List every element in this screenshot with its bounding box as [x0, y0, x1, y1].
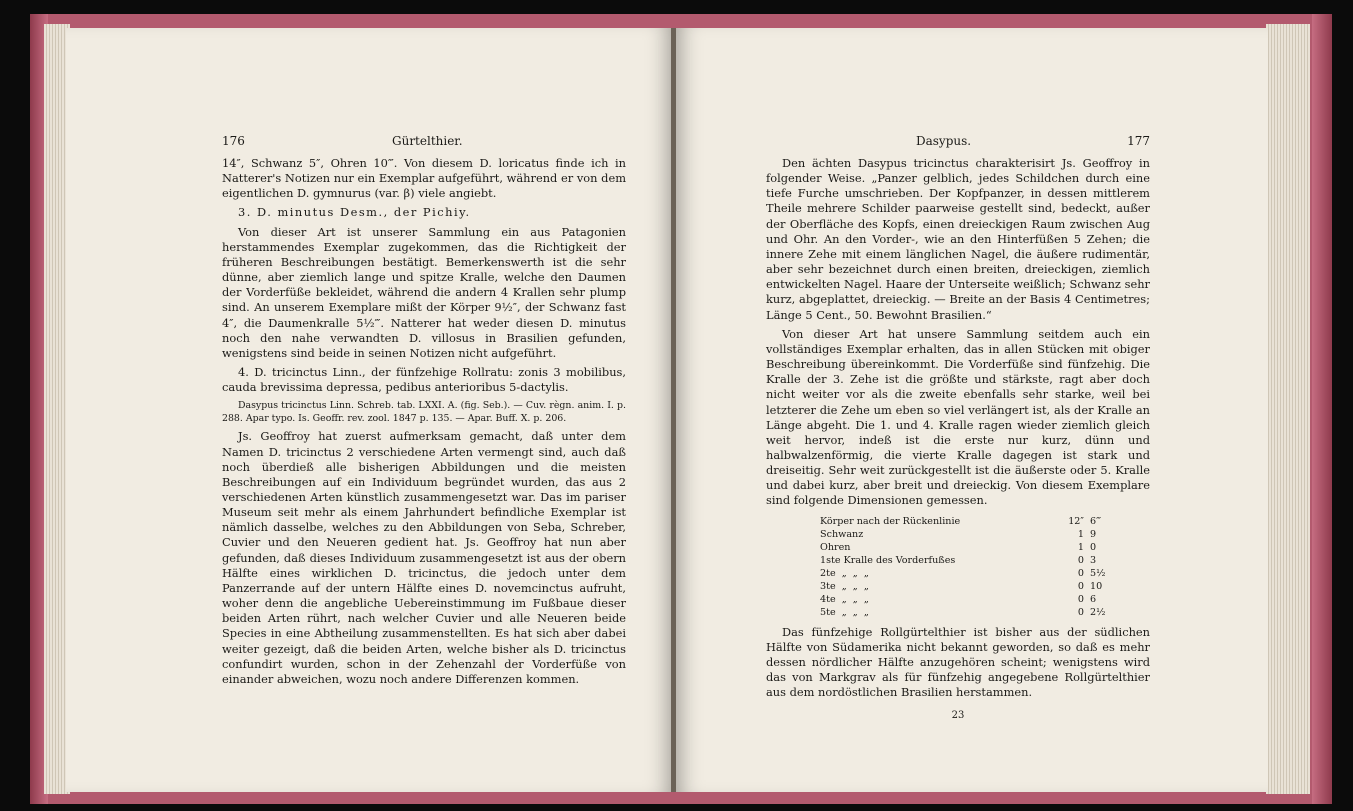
paragraph: Den ächten Dasypus tricinctus charakterisirt Js. Geoffroy in folgender Weise. „Panzer gelblich, jedes Schildchen durch eine tiefe Furche umschrieben. Der Kopfpanzer, in dessen mittlerem Theile mehrere Schilder paarweise gestellt sind, bedeckt, außer der Oberfläche des Kopfs, einen dreieckigen Raum zwischen Aug und Ohr. An den Vorder-, wie an den Hinterfüßen 5 Zehen; die innere Zehe mit einem länglichen Nagel, die äußere rudimentär, aber sehr bezeichnet durch einen breiten, dreieckigen, ziemlich entwickelten Nagel. Haare der Unterseite weißlich; Schwanz sehr kurz, abgeplattet, dreieckig. — Breite an der Basis 4 Centimetres; Länge 5 Cent., 50. Bewohnt Brasilien.“ — [766, 156, 1150, 322]
dimension-lines: 3 — [1090, 554, 1097, 566]
dimension-row — [820, 515, 1120, 528]
left-running-title: Gürtelthier. — [392, 134, 463, 148]
dimensions-table — [820, 515, 1120, 619]
species-heading: 3. D. minutus Desm., der Pichiy. — [238, 205, 471, 220]
dimension-inches: 1 — [1077, 528, 1084, 540]
right-running-title: Dasypus. — [916, 134, 972, 148]
dimension-label: 4te „ „ „ — [820, 593, 869, 605]
left-text-column — [222, 156, 626, 687]
dimension-lines: 6‴ — [1090, 515, 1102, 527]
dimension-inches: 12″ — [1068, 515, 1084, 527]
dimension-inches: 0 — [1077, 593, 1084, 605]
paragraph: Von dieser Art ist unserer Sammlung ein aus Patagonien herstammendes Exemplar zugekommen, das die Richtigkeit der früheren Beschreibungen bestätigt. Bemerkenswerth ist die sehr dünne, aber ziemlich lange und spitze Kralle, welche den Daumen der Vorderfüße bekleidet, während die andern 4 Krallen sehr plump sind. An unserem Exemplare mißt der Körper 9½″, der Schwanz fast 4″, die Daumenkralle 5½‴. Natterer hat weder diesen D. minutus noch den nahe verwandten D. villosus in Brasilien gefunden, wenigstens sind beide in seinen Notizen nicht aufgeführt. — [222, 224, 626, 360]
right-text-column — [766, 156, 1150, 724]
signature-mark: 23 — [951, 710, 965, 722]
dimension-label: Ohren — [820, 541, 851, 553]
left-page-number: 176 — [222, 134, 245, 148]
synonymy: Dasypus tricinctus Linn. Schreb. tab. LXXI. A. (fig. Seb.). — Cuv. règn. anim. I. p. 288. Apar typo. Is. Geoffr. rev. zool. 1847 p. 135. — Apar. Buff. X. p. 206. — [222, 400, 626, 425]
dimension-row — [820, 554, 1120, 567]
dimension-inches: 1 — [1077, 541, 1084, 553]
dimension-lines: 0 — [1090, 541, 1097, 553]
species-heading: 4. D. tricinctus Linn., der fünfzehige Rollratu: zonis 3 mobilibus, cauda brevissima depressa, pedibus anterioribus 5-dactylis. — [222, 365, 626, 395]
dimension-inches: 0 — [1077, 580, 1084, 592]
paragraph: Das fünfzehige Rollgürtelthier ist bisher aus der südlichen Hälfte von Südamerika nicht bekannt geworden, so daß es mehr dessen nördlicher Hälfte anzugehören scheint; wenigstens wird das von Markgrav als für fünfzehig angegebene Rollgürtelthier aus dem nordöstlichen Brasilien herstammen. — [766, 624, 1150, 700]
left-page — [66, 28, 672, 792]
dimension-label: 3te „ „ „ — [820, 580, 869, 592]
paragraph: Js. Geoffroy hat zuerst aufmerksam gemacht, daß unter dem Namen D. tricinctus 2 verschiedene Arten vermengt sind, auch daß noch überdieß alle bisherigen Abbildungen und die meisten Beschreibungen auf ein Individuum begründet wurden, das aus 2 verschiedenen Arten künstlich zusammengesetzt war. Das im pariser Museum seit mehr als einem Jahrhundert befindliche Exemplar ist nämlich dasselbe, welches zu den Abbildungen von Seba, Schreber, Cuvier und den Neueren gedient hat. Js. Geoffroy hat nun aber gefunden, daß dieses Individuum zusammengesetzt ist aus der obern Hälfte eines wirklichen D. tricinctus, die jedoch unter dem Panzerrande auf der untern Hälfte eines D. novemcinctus aufruht, woher denn die angebliche Uebereinstimmung im Fußbaue dieser beiden Arten rührt, nach welcher Cuvier und alle Neueren beide Species in eine Abtheilung zusammenstellten. Es hat sich aber dabei weiter gezeigt, daß die beiden Arten, welche bisher als D. tricinctus confundirt wurden, schon in der Zehenzahl der Vorderfüße von einander abweichen, wozu noch andere Differenzen kommen. — [222, 429, 626, 686]
dimension-lines: 2½ — [1090, 606, 1106, 618]
dimension-lines: 5½ — [1090, 567, 1106, 579]
dimension-lines: 6 — [1090, 593, 1097, 605]
cover-edge-right — [1312, 14, 1332, 804]
dimension-row — [820, 593, 1120, 606]
paragraph: Von dieser Art hat unsere Sammlung seitdem auch ein vollständiges Exemplar erhalten, das in allen Stücken mit obiger Beschreibung übereinkommt. Die Vorderfüße sind fünfzehig. Die Kralle der 3. Zehe ist die größte und stärkste, ragt aber doch nicht weiter vor als die zweite ebenfalls sehr starke, weil bei letzterer die Zehe um eben so viel verlängert ist, als der Kralle an Länge abgeht. Die 1. und 4. Kralle ragen wieder ziemlich gleich weit hervor, indeß ist die erste nur kurz, dünn und halbwalzenförmig, die vierte Kralle dagegen ist stark und dreiseitig. Sehr weit zurückgestellt ist die äußerste oder 5. Kralle und dabei kurz, aber breit und dreieckig. Von diesem Exemplare sind folgende Dimensionen gemessen. — [766, 326, 1150, 508]
paragraph: 14″, Schwanz 5″, Ohren 10‴. Von diesem D. loricatus finde ich in Natterer's Notizen nur ein Exemplar aufgeführt, während er von dem eigentlichen D. gymnurus (var. β) viele angiebt. — [222, 156, 626, 201]
dimension-label: 5te „ „ „ — [820, 606, 869, 618]
dimension-label: 2te „ „ „ — [820, 567, 869, 579]
dimension-row — [820, 567, 1120, 580]
dimension-label: Schwanz — [820, 528, 864, 540]
dimension-row — [820, 528, 1120, 541]
dimension-lines: 9 — [1090, 528, 1097, 540]
dimension-inches: 0 — [1077, 606, 1084, 618]
right-page-number: 177 — [1127, 134, 1150, 148]
dimension-lines: 10 — [1090, 580, 1103, 592]
dimension-inches: 0 — [1077, 554, 1084, 566]
dimension-label: 1ste Kralle des Vorderfußes — [820, 554, 956, 566]
dimension-row — [820, 580, 1120, 593]
right-page — [676, 28, 1268, 792]
dimension-row — [820, 606, 1120, 619]
dimension-inches: 0 — [1077, 567, 1084, 579]
page-edges-right — [1266, 24, 1310, 794]
dimension-row — [820, 541, 1120, 554]
dimension-label: Körper nach der Rückenlinie — [820, 515, 961, 527]
